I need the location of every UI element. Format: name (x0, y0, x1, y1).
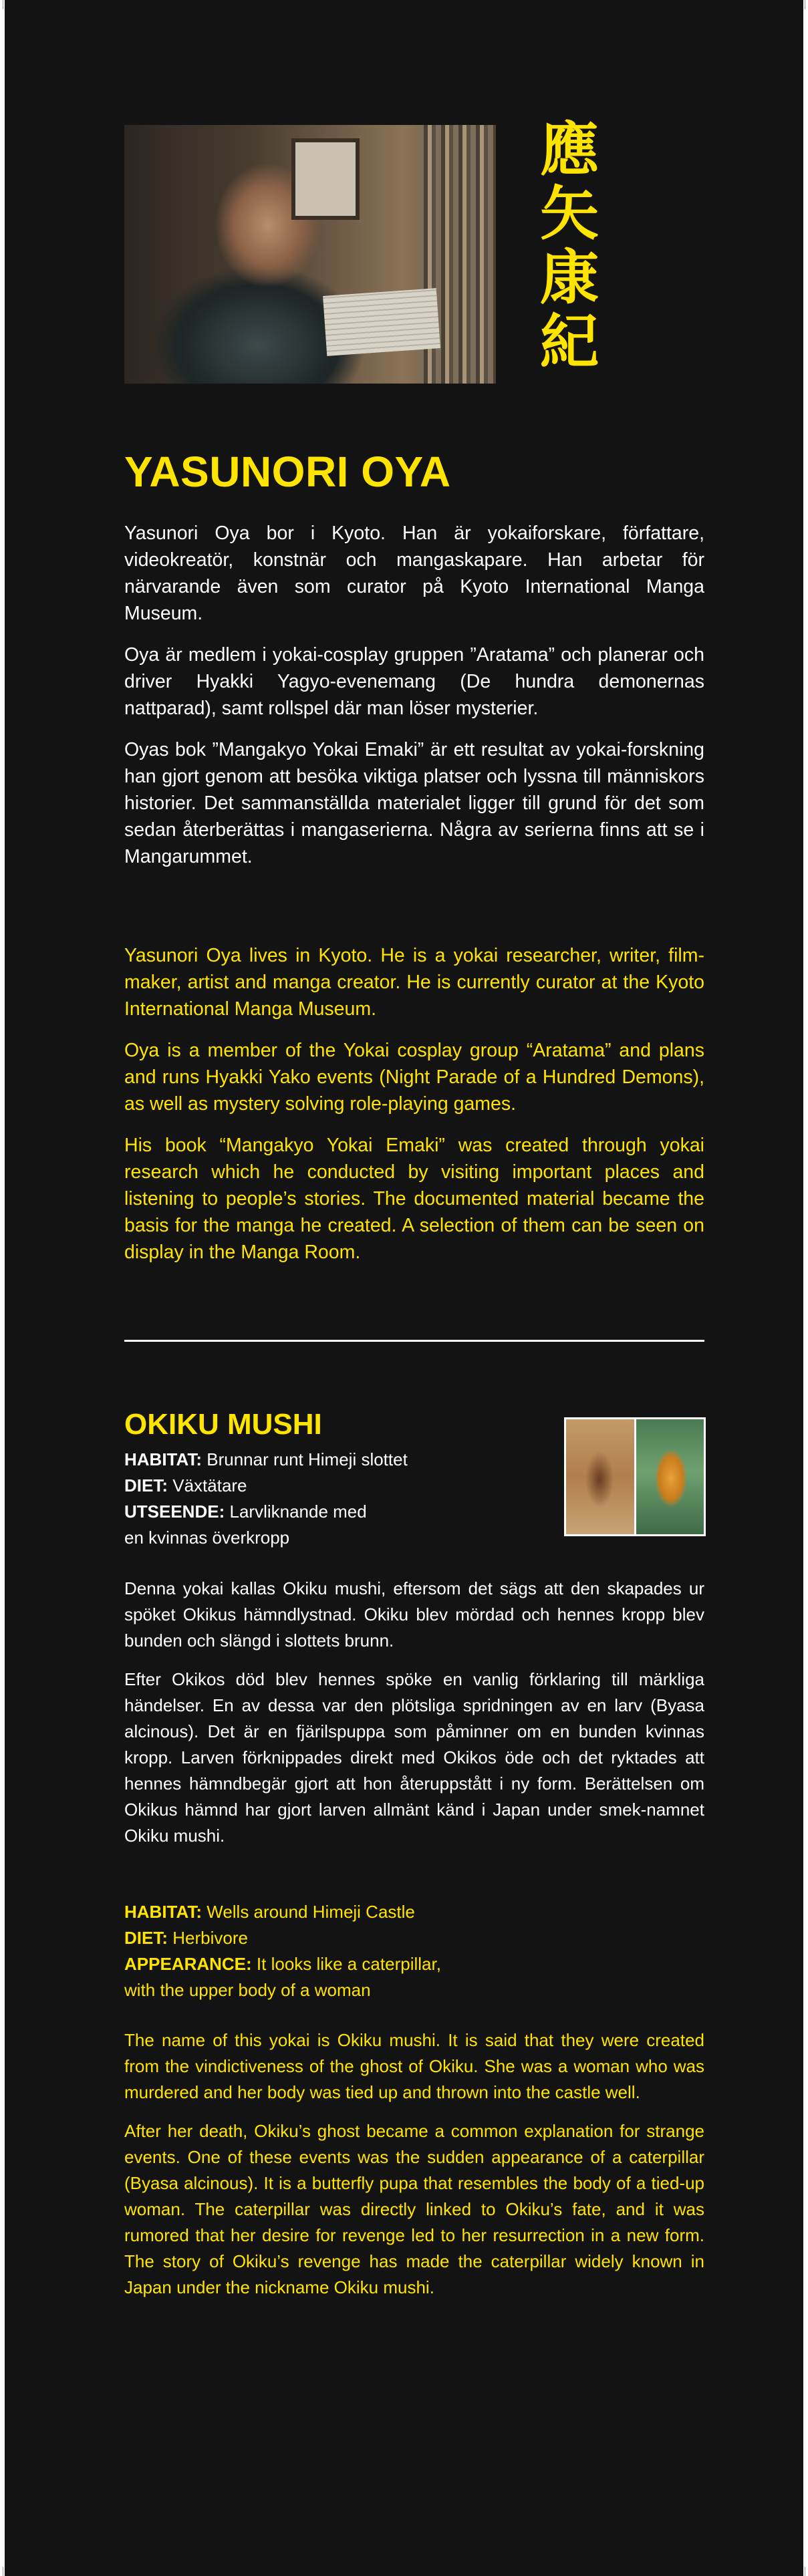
paragraph: Oya är medlem i yokai-cosplay gruppen ”Aratama” och planerar och driver Hyakki Yagyo-evenemang (De hundra demonernas nattparad), samt rollspel där man löser mysterier. (124, 644, 704, 719)
fact-value: Wells around Himeji Castle (207, 1902, 415, 1922)
fact-label: DIET: (124, 1475, 168, 1495)
kanji-char: 康 (539, 243, 599, 312)
page-title: YASUNORI OYA (124, 448, 451, 496)
fact-value: Herbivore (172, 1928, 248, 1948)
newspaper-detail (323, 288, 440, 356)
paragraph: Efter Okikos död blev hennes spöke en vanlig förklaring till märkliga händelser. En av dessa var den plötsliga spridningen av en larv (Byasa alcinous). Det är en fjärilspuppa som påminner om en bunden kvinnas kropp. Larven förknippades direkt med Okikos öde och det ryktades att hennes hämndbegär gjort att hon återuppstått i ny form. Berättelsen om Okikus hämnd har gjort larven allmänt känd i Japan under smek-namnet Okiku mushi. (124, 1669, 704, 1846)
fact-row-appearance (124, 1499, 499, 1525)
kanji-char: 紀 (539, 307, 599, 376)
fact-value: Larvliknande med (229, 1501, 367, 1522)
facts-english (124, 1899, 499, 2003)
paragraph: The name of this yokai is Okiku mushi. It is said that they were created from the vindictiveness of the ghost of Okiku. She was a woman who was murdered and her body was tied up and thrown into the castle well. (124, 2030, 704, 2102)
fact-value: Växtätare (172, 1475, 247, 1495)
fact-label: UTSEENDE: (124, 1501, 225, 1522)
paragraph: Denna yokai kallas Okiku mushi, eftersom det sägs att den skapades ur spöket Okikus hämndlystnad. Okiku blev mördad och hennes kropp blev bunden och slängd i slottets brunn. (124, 1578, 704, 1651)
fact-value-continued: en kvinnas överkropp (124, 1528, 290, 1548)
section-divider (124, 1340, 704, 1342)
fact-row-appearance (124, 1951, 499, 1977)
okiku-illustration (564, 1417, 706, 1536)
kanji-char: 應 (539, 115, 599, 184)
english-bio (124, 942, 704, 1280)
kanji-char: 矢 (539, 179, 599, 248)
fact-row-habitat (124, 1447, 499, 1473)
paragraph: Yasunori Oya lives in Kyoto. He is a yokai researcher, writer, film-maker, artist and manga creator. He is currently curator at the Kyoto International Manga Museum. (124, 945, 704, 1020)
kanji-name-vertical (539, 115, 600, 376)
fact-label: DIET: (124, 1928, 168, 1948)
fact-label: APPEARANCE: (124, 1954, 252, 1974)
paragraph: After her death, Okiku’s ghost became a common explanation for strange events. One of these events was the sudden appearance of a caterpillar (Byasa alcinous). It is a butterfly pupa that resembles the body of a tied-up woman. The caterpillar was directly linked to Okiku’s fate, and it was rumored that her desire for revenge led to her resurrection in a new form. The story of Okiku’s revenge has made the caterpillar widely known in Japan under the nickname Okiku mushi. (124, 2121, 704, 2297)
paragraph: Oyas bok ”Mangakyo Yokai Emaki” är ett resultat av yokai-forskning han gjort genom att besöka viktiga platser och lyssna till människors historier. Det sammanställda materialet ligger till grund för det som sedan återberättas i mangaserierna. Några av serierna finns att se i Mangarummet. (124, 739, 704, 867)
fact-row-diet (124, 1925, 499, 1951)
okiku-english-text (124, 2027, 704, 2313)
paragraph: Oya is a member of the Yokai cosplay group “Aratama” and plans and runs Hyakki Yako events (Night Parade of a Hundred Demons), as well as mystery solving role-playing games. (124, 1040, 704, 1115)
fact-value: Brunnar runt Himeji slottet (207, 1449, 408, 1469)
section-title: OKIKU MUSHI (124, 1408, 322, 1441)
fact-row-habitat (124, 1899, 499, 1925)
fact-row-diet (124, 1473, 499, 1499)
okiku-swedish-text (124, 1576, 704, 1862)
fact-value-continued: with the upper body of a woman (124, 1980, 371, 2000)
scroll-illustration-left (566, 1419, 636, 1534)
portrait-photo (124, 125, 496, 384)
fact-label: HABITAT: (124, 1449, 203, 1469)
fact-value: It looks like a caterpillar, (256, 1954, 441, 1974)
framed-picture-detail (291, 138, 360, 220)
paragraph: Yasunori Oya bor i Kyoto. Han är yokaiforskare, författare, videokreatör, konstnär och mangaskapare. Han arbetar för närvarande även som curator på Kyoto International Manga Museum. (124, 523, 704, 624)
fact-label: HABITAT: (124, 1902, 203, 1922)
swedish-bio (124, 520, 704, 885)
paragraph: His book “Mangakyo Yokai Emaki” was created through yokai research which he conducted by visiting important places and listening to people’s stories. The documented material became the basis for the manga he created. A selection of them can be seen on display in the Manga Room. (124, 1135, 704, 1263)
scroll-illustration-right (636, 1419, 704, 1534)
facts-swedish (124, 1447, 499, 1551)
